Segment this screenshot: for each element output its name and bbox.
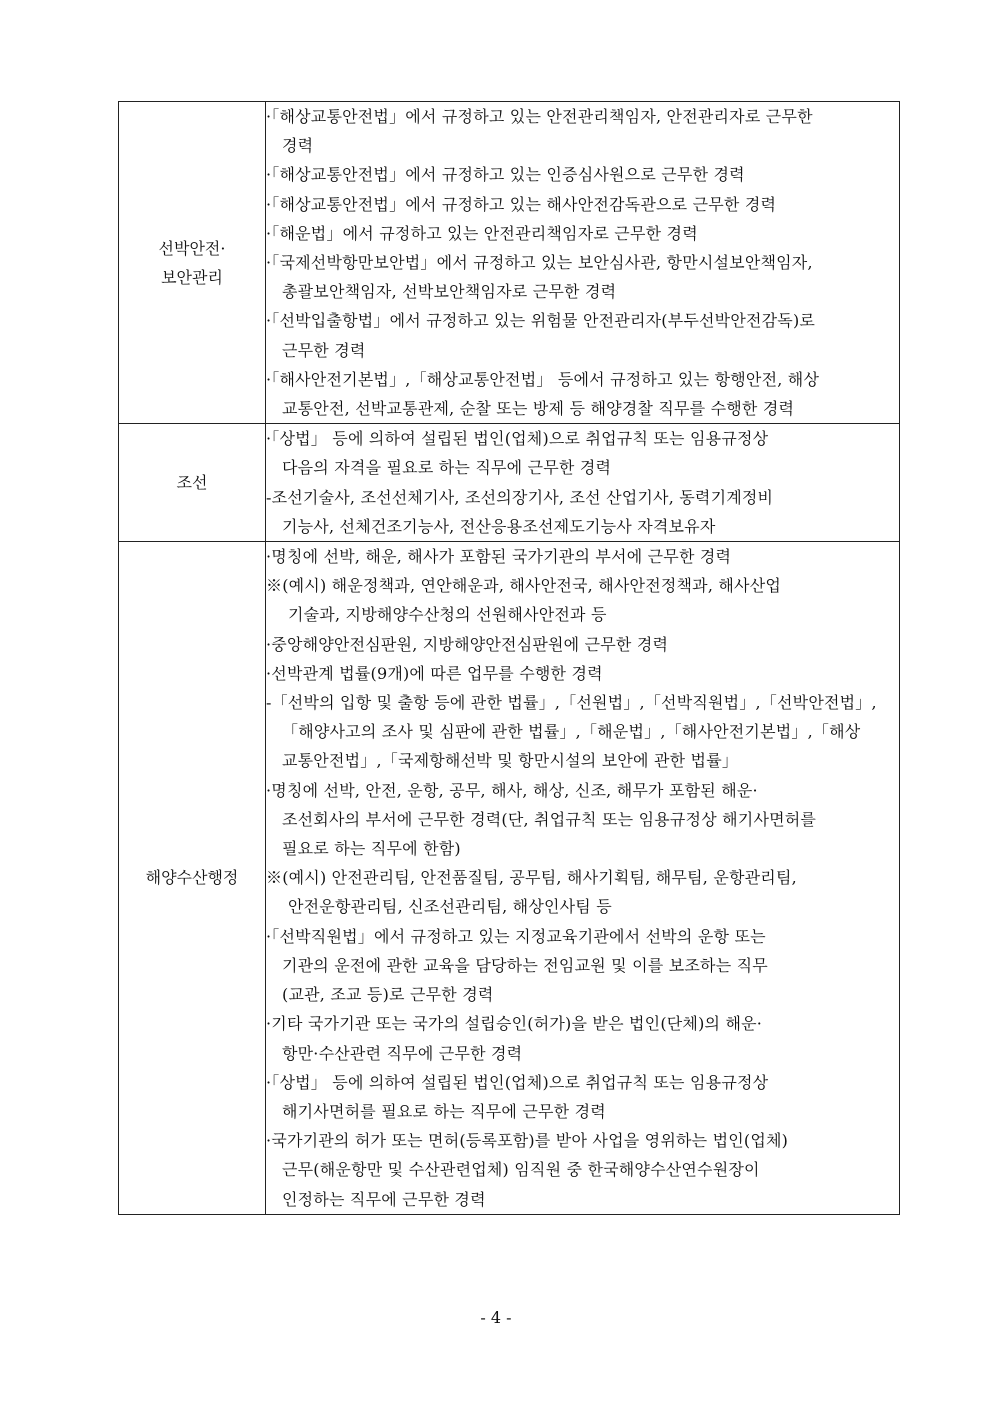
description-line: ·「해사안전기본법」,「해상교통안전법」 등에서 규정하고 있는 항행안전, 해상 [266,369,820,389]
description-line: 근무한 경력 [282,340,366,360]
description-cell [266,542,900,1215]
description-line: 해기사면허를 필요로 하는 직무에 근무한 경력 [282,1101,606,1121]
description-line: 인정하는 직무에 근무한 경력 [282,1189,486,1209]
qualification-table [118,101,900,1215]
description-line: ·「해상교통안전법」에서 규정하고 있는 안전관리책임자, 안전관리자로 근무한 [266,107,813,126]
table-row [119,102,900,424]
table-row [119,542,900,1215]
description-line: 기관의 운전에 관한 교육을 담당하는 전임교원 및 이를 보조하는 직무 [282,955,768,975]
description-line: ·「해운법」에서 규정하고 있는 안전관리책임자로 근무한 경력 [266,223,698,243]
category-label: 조선 [176,473,208,493]
description-line: ·「상법」 등에 의하여 설립된 법인(업체)으로 취업규칙 또는 임용규정상 [266,1072,769,1092]
description-line: ·기타 국가기관 또는 국가의 설립승인(허가)을 받은 법인(단체)의 해운· [266,1014,763,1034]
category-label: 해양수산행정 [145,868,239,888]
description-line: ·「선박입출항법」에서 규정하고 있는 위험물 안전관리자(부두선박안전감독)로 [266,311,816,331]
description-line: ·국가기관의 허가 또는 면허(등록포함)를 받아 사업을 영위하는 법인(업체) [266,1131,789,1151]
description-line: 항만·수산관련 직무에 근무한 경력 [282,1043,523,1063]
description-line: ※(예시) 안전관리팀, 안전품질팀, 공무팀, 해사기획팀, 해무팀, 운항관리팀, [266,868,797,888]
description-cell [266,102,900,424]
category-cell [119,424,266,542]
description-line: ·「선박직원법」에서 규정하고 있는 지정교육기관에서 선박의 운항 또는 [266,926,766,946]
description-line: 「해양사고의 조사 및 심판에 관한 법률」,「해운법」,「해사안전기본법」,「해상 [282,722,861,742]
description-line: 경력 [282,136,314,156]
description-line: 안전운항관리팀, 신조선관리팀, 해상인사팀 등 [288,897,612,917]
description-line: -「선박의 입항 및 출항 등에 관한 법률」,「선원법」,「선박직원법」,「선박안전법」, [266,693,877,713]
description-line: 교통안전, 선박교통관제, 순찰 또는 방제 등 해양경찰 직무를 수행한 경력 [282,399,795,419]
description-line: 조선회사의 부서에 근무한 경력(단, 취업규칙 또는 임용규정상 해기사면허를 [282,809,817,829]
description-line: ·「국제선박항만보안법」에서 규정하고 있는 보안심사관, 항만시설보안책임자, [266,253,813,273]
description-line: -조선기술사, 조선선체기사, 조선의장기사, 조선 산업기사, 동력기계정비 [266,487,774,507]
description-line: ·명칭에 선박, 안전, 운항, 공무, 해사, 해상, 신조, 해무가 포함된 해운· [266,780,758,800]
description-line: 근무(해운항만 및 수산관련업체) 임직원 중 한국해양수산연수원장이 [282,1160,760,1180]
page-number: - 4 - [480,1308,512,1327]
description-line: ※(예시) 해운정책과, 연안해운과, 해사안전국, 해사안전정책과, 해사산업 [266,576,782,596]
description-line: ·중앙해양안전심판원, 지방해양안전심판원에 근무한 경력 [266,634,669,654]
description-line: ·「상법」 등에 의하여 설립된 법인(업체)으로 취업규칙 또는 임용규정상 [266,429,769,449]
description-line: 필요로 하는 직무에 한함) [282,839,461,859]
description-line: 기술과, 지방해양수산청의 선원해사안전과 등 [288,605,607,625]
description-line: 교통안전법」,「국제항해선박 및 항만시설의 보안에 관한 법률」 [282,751,739,771]
description-line: 총괄보안책임자, 선박보안책임자로 근무한 경력 [282,282,617,302]
description-line: 기능사, 선체건조기능사, 전산응용조선제도기능사 자격보유자 [282,516,716,536]
description-line: 다음의 자격을 필요로 하는 직무에 근무한 경력 [282,458,612,478]
description-line: ·명칭에 선박, 해운, 해사가 포함된 국가기관의 부서에 근무한 경력 [266,547,732,567]
table-row [119,424,900,542]
description-line: ·「해상교통안전법」에서 규정하고 있는 인증심사원으로 근무한 경력 [266,165,745,185]
category-label: 선박안전· [158,238,226,258]
description-cell [266,424,900,542]
description-line: (교관, 조교 등)로 근무한 경력 [282,985,494,1005]
category-cell [119,102,266,424]
category-label: 보안관리 [161,267,223,287]
description-line: ·「해상교통안전법」에서 규정하고 있는 해사안전감독관으로 근무한 경력 [266,194,777,214]
category-cell [119,542,266,1215]
description-line: ·선박관계 법률(9개)에 따른 업무를 수행한 경력 [266,663,603,683]
